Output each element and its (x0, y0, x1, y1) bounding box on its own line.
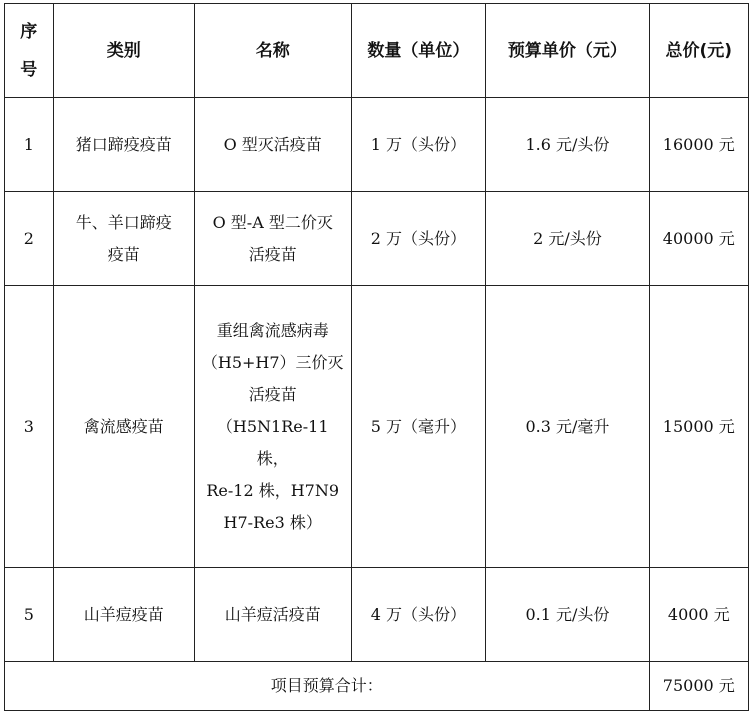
cell-name (194, 286, 351, 568)
header-serial-line2: 号 (20, 59, 38, 80)
cell-category: 山羊痘疫苗 (53, 568, 194, 662)
cell-serial-number: 1 (5, 98, 54, 192)
cell-category-line: 牛、羊口蹄疫 (75, 212, 172, 232)
cell-name-line: Re-12 株，H7N9 (206, 480, 340, 500)
cell-serial-number: 3 (5, 286, 54, 568)
cell-name: 山羊痘活疫苗 (194, 568, 351, 662)
header-total: 总价(元) (649, 4, 748, 98)
table-row (5, 98, 749, 192)
cell-name-line: 活疫苗 (248, 244, 297, 264)
cell-quantity: 1 万（头份） (351, 98, 486, 192)
cell-name-line: （H5N1Re-11 株， (216, 416, 329, 468)
summary-total: 75000 元 (649, 662, 748, 711)
cell-quantity: 2 万（头份） (351, 192, 486, 286)
cell-name-line: （H5+H7）三价灭 (201, 352, 344, 372)
cell-unit-price: 1.6 元/头份 (486, 98, 649, 192)
cell-quantity: 4 万（头份） (351, 568, 486, 662)
header-serial-number (5, 4, 54, 98)
cell-unit-price: 0.3 元/毫升 (486, 286, 649, 568)
cell-serial-number: 5 (5, 568, 54, 662)
cell-name: O 型灭活疫苗 (194, 98, 351, 192)
cell-unit-price: 0.1 元/头份 (486, 568, 649, 662)
header-name: 名称 (194, 4, 351, 98)
cell-category (53, 192, 194, 286)
cell-category: 禽流感疫苗 (53, 286, 194, 568)
table-row (5, 286, 749, 568)
cell-name-line: 活疫苗 (248, 384, 297, 404)
cell-category-line: 疫苗 (107, 244, 140, 264)
cell-total: 15000 元 (649, 286, 748, 568)
cell-serial-number: 2 (5, 192, 54, 286)
header-serial-line1: 序 (20, 21, 38, 42)
cell-unit-price: 2 元/头份 (486, 192, 649, 286)
header-quantity: 数量（单位） (351, 4, 486, 98)
table-summary-row (5, 662, 749, 711)
summary-label: 项目预算合计： (5, 662, 650, 711)
table-row (5, 192, 749, 286)
cell-category: 猪口蹄疫疫苗 (53, 98, 194, 192)
cell-total: 16000 元 (649, 98, 748, 192)
cell-name-line: 重组禽流感病毒 (216, 320, 329, 340)
cell-name (194, 192, 351, 286)
table-header-row (5, 4, 749, 98)
budget-table (4, 3, 749, 711)
header-unit-price: 预算单价（元） (486, 4, 649, 98)
cell-name-line: H7-Re3 株） (223, 512, 322, 532)
cell-total: 4000 元 (649, 568, 748, 662)
cell-name-line: O 型-A 型二价灭 (212, 212, 333, 232)
cell-quantity: 5 万（毫升） (351, 286, 486, 568)
cell-total: 40000 元 (649, 192, 748, 286)
header-category: 类别 (53, 4, 194, 98)
table-row (5, 568, 749, 662)
